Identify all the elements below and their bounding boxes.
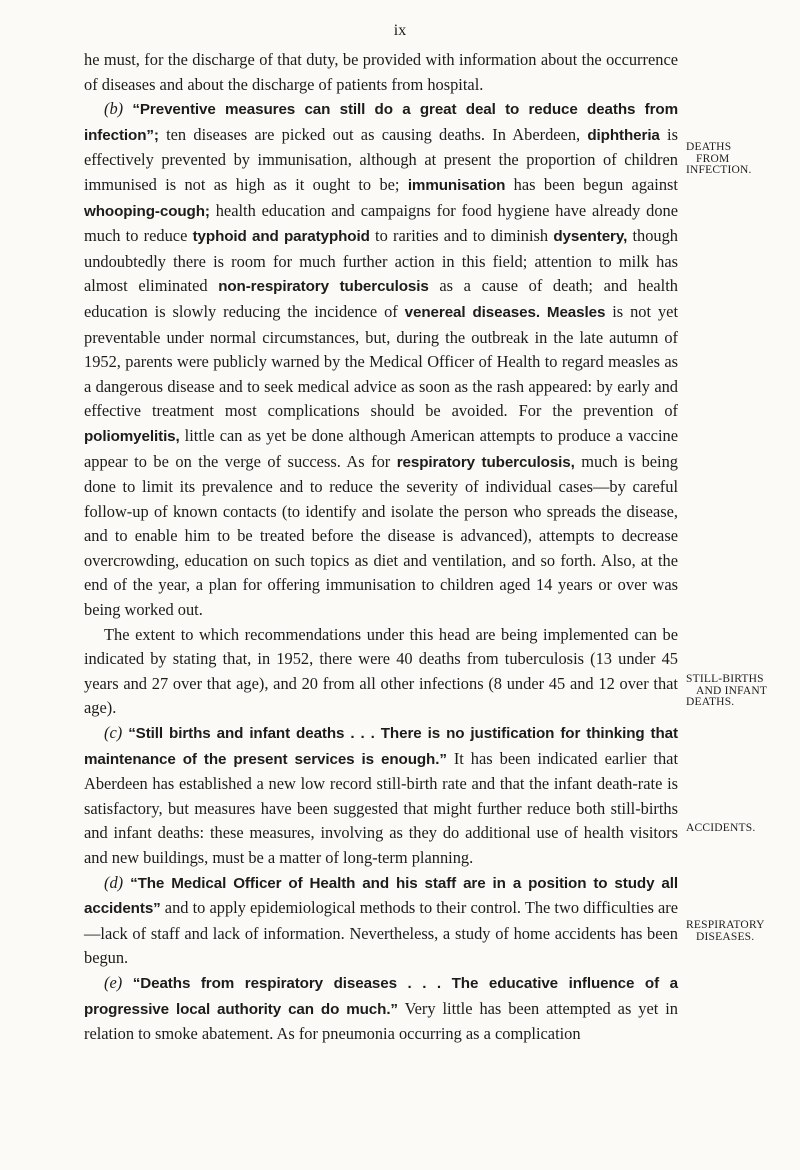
text-c: It has been indicated earlier that Aberdeen has established a new low record still-birth rate and that the infant death-rate is satisfactory, but measures have been suggested that might further reduce both still-births and infant deaths: these measures, involving as they do additional use of health visitors and new buildings, must be a matter of long-term planning. [84,748,679,867]
section-label-d: (d) [104,872,124,892]
text-b-2: is effectively prevented by immunisation, although at present the proportion of children immunised is not as high as it ought to be; [84,124,678,194]
paragraph-b [84,97,678,622]
text-b-1: ten diseases are picked out as causing deaths. In Aberdeen, [158,124,588,144]
margin-note-line: DEATHS. [686,696,735,708]
margin-note-line: STILL-BIRTHS [686,673,764,685]
margin-note-line: ACCIDENTS. [686,822,756,834]
text-b-8 [540,302,547,321]
heading-d: “The Medical Officer of Health and his staff are in a position to study all accidents” [84,874,678,918]
section-label-c: (c) [104,723,123,743]
margin-note-line: AND INFANT [696,684,768,697]
text-b-6: though undoubtedly there is room for much further action in this field; attention to milk has almost eliminated [84,226,678,296]
margin-note-stillbirths [686,674,798,709]
section-label-e: (e) [104,972,123,992]
disease-poliomyelitis: poliomyelitis, [84,427,180,445]
disease-dysentery: dysentery, [553,228,628,246]
term-immunisation: immunisation [407,176,506,194]
heading-c: “Still births and infant deaths . . . There is no justification for thinking that maintenance of the present services is enough.” [84,725,678,768]
paragraph-c [84,721,678,871]
text-b-3: has been begun against [505,174,678,194]
margin-note-respiratory [686,920,798,943]
page-number: ix [393,22,407,39]
body-text [84,48,678,1047]
margin-note-line: INFECTION. [686,164,752,176]
disease-non-respiratory-tb: non-respiratory tuberculosis [218,278,429,296]
disease-venereal: venereal diseases. [404,303,540,321]
margin-note-deaths-infection [686,142,798,177]
text-b-10: little can as yet be done although American attempts to produce a vaccine appear to be on the verge of success. As for [84,425,678,471]
text-b-7: as a cause of death; and health education is slowly reducing the incidence of [84,276,678,321]
heading-e: “Deaths from respiratory diseases . . . The educative influence of a progressive local authority can do much.” [84,974,678,1018]
paragraph-d [84,871,678,971]
margin-note-line: DISEASES. [696,930,755,943]
text-b-11: much is being done to limit its prevalence and to reduce the severity of individual cases—by careful follow-up of known contacts (to identify and isolate the person who spreads the disease, and to enable him to be treated before the disease is advanced), attempts to decrease overcrowding, education on such topics as diet and ventilation, and so forth. Also, at the end of the year, a plan for offering immunisation to children aged 14 years or over was being worked out. [84,451,678,620]
margin-note-line: DEATHS [686,141,732,153]
heading-b: “Preventive measures can still do a great deal to reduce deaths from infection”; [84,101,678,144]
paragraph-e [84,971,678,1047]
paragraph-intro: he must, for the discharge of that duty, be provided with information about the occurrence of diseases and about the discharge of patients from hospital. [84,50,678,94]
text-e: Very little has been attempted as yet in relation to smoke abatement. As for pneumonia occurring as a complication [84,998,678,1044]
disease-diphtheria: diphtheria [587,126,660,144]
disease-whooping-cough: whooping-cough; [84,202,210,220]
text-b-4: health education and campaigns for food hygiene have already done much to reduce [84,200,678,246]
margin-note-accidents [686,823,798,835]
margin-note-line: FROM [696,152,730,165]
paragraph-tb: The extent to which recommendations under this head are being implemented can be indicated by stating that, in 1952, there were 40 deaths from tuberculosis (13 under 45 years and 27 over that age), and 20 from all other infections (8 under 45 and 12 over that age). [84,624,678,718]
text-b-5: to rarities and to diminish [369,226,554,246]
section-label-b: (b) [104,99,124,119]
disease-measles: Measles [546,303,606,321]
text-b-9: is not yet preventable under normal circumstances, but, during the outbreak in the late autumn of 1952, parents were publicly warned by the Medical Officer of Health to regard measles as a dangerous disease and to seek medical advice as soon as the rash appeared: by early and effective treatment most complications should be avoided. For the prevention of [84,301,678,421]
disease-respiratory-tb: respiratory tuberculosis, [396,453,575,471]
text-d: and to apply epidemiological methods to their control. The two difficulties are—lack of staff and lack of information. Nevertheless, a study of home accidents has been begun. [84,898,678,968]
margin-note-line: RESPIRATORY [686,919,765,931]
disease-typhoid: typhoid and paratyphoid [192,228,370,246]
